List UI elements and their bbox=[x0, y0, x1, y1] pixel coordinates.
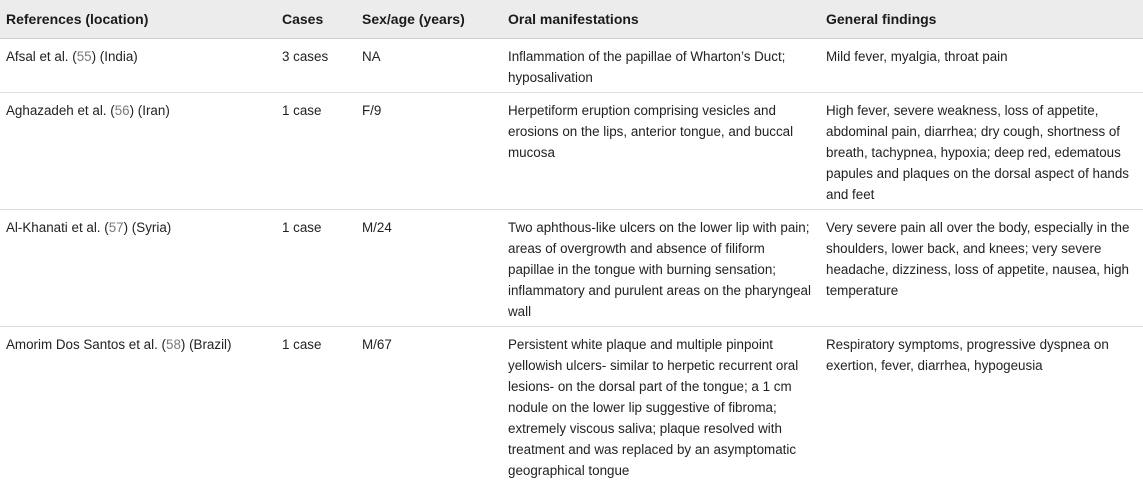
reference-link[interactable]: 56 bbox=[114, 102, 130, 118]
general-findings-cell: Respiratory symptoms, progressive dyspnea on exertion, fever, diarrhea, hypogeusia bbox=[826, 336, 1109, 373]
cases-cell: 1 case bbox=[276, 92, 356, 209]
reference-author: Aghazadeh et al. ( bbox=[6, 102, 115, 118]
sex-age-cell: F/9 bbox=[356, 92, 502, 209]
header-oral-manifestations: Oral manifestations bbox=[502, 0, 820, 38]
reference-author: Afsal et al. ( bbox=[6, 48, 77, 64]
reference-link[interactable]: 55 bbox=[76, 48, 92, 64]
cases-cell: 1 case bbox=[276, 209, 356, 326]
table-header bbox=[0, 0, 1143, 38]
cases-cell: 3 cases bbox=[276, 38, 356, 92]
reference-location: ) (India) bbox=[91, 48, 138, 64]
reference-author: Al-Khanati et al. ( bbox=[6, 219, 109, 235]
oral-manifestations-cell: Herpetiform eruption comprising vesicles and erosions on the lips, anterior tongue, and buccal mucosa bbox=[502, 92, 820, 209]
oral-manifestations-cell: Persistent white plaque and multiple pinpoint yellowish ulcers- similar to herpetic recurrent oral lesions- on the dorsal part of the tongue; a 1 cm nodule on the lower lip suggestive of fibroma; extremely viscous saliva; plaque resolved with treatment and was replaced by an asymptomatic geographical tongue bbox=[508, 336, 799, 478]
sex-age-cell: M/67 bbox=[362, 336, 392, 352]
table-row bbox=[0, 326, 1143, 485]
general-findings-cell: Mild fever, myalgia, throat pain bbox=[820, 38, 1143, 92]
header-general-findings: General findings bbox=[820, 0, 1143, 38]
reference-link[interactable]: 58 bbox=[166, 336, 181, 352]
table-body bbox=[0, 38, 1143, 485]
reference-cell bbox=[0, 38, 276, 92]
sex-age-cell: NA bbox=[356, 38, 502, 92]
reference-cell bbox=[0, 209, 276, 326]
sex-age-cell: M/24 bbox=[356, 209, 502, 326]
oral-manifestations-cell: Inflammation of the papillae of Wharton’s Duct; hyposalivation bbox=[502, 38, 820, 92]
table-row bbox=[0, 209, 1143, 326]
reference-cell bbox=[0, 326, 276, 485]
header-sex-age: Sex/age (years) bbox=[356, 0, 502, 38]
cases-cell: 1 case bbox=[282, 336, 322, 352]
table-row bbox=[0, 92, 1143, 209]
table-row bbox=[0, 38, 1143, 92]
reference-cell bbox=[0, 92, 276, 209]
reference-author: Amorim Dos Santos et al. ( bbox=[6, 336, 166, 352]
general-findings-cell: High fever, severe weakness, loss of appetite, abdominal pain, diarrhea; dry cough, shortness of breath, tachypnea, hypoxia; deep red, edematous papules and plaques on the dorsal aspect of hands and feet bbox=[820, 92, 1143, 209]
oral-manifestations-cell: Two aphthous-like ulcers on the lower lip with pain; areas of overgrowth and absence of filiform papillae in the tongue with burning sensation; inflammatory and purulent areas on the pharyngeal wall bbox=[502, 209, 820, 326]
header-row bbox=[0, 0, 1143, 38]
general-findings-cell: Very severe pain all over the body, especially in the shoulders, lower back, and knees; very severe headache, dizziness, loss of appetite, nausea, high temperature bbox=[820, 209, 1143, 326]
reference-location: ) (Brazil) bbox=[180, 336, 232, 352]
reference-location: ) (Syria) bbox=[123, 219, 172, 235]
reference-link[interactable]: 57 bbox=[108, 219, 124, 235]
header-cases: Cases bbox=[276, 0, 356, 38]
reference-location: ) (Iran) bbox=[129, 102, 170, 118]
header-references: References (location) bbox=[0, 0, 276, 38]
